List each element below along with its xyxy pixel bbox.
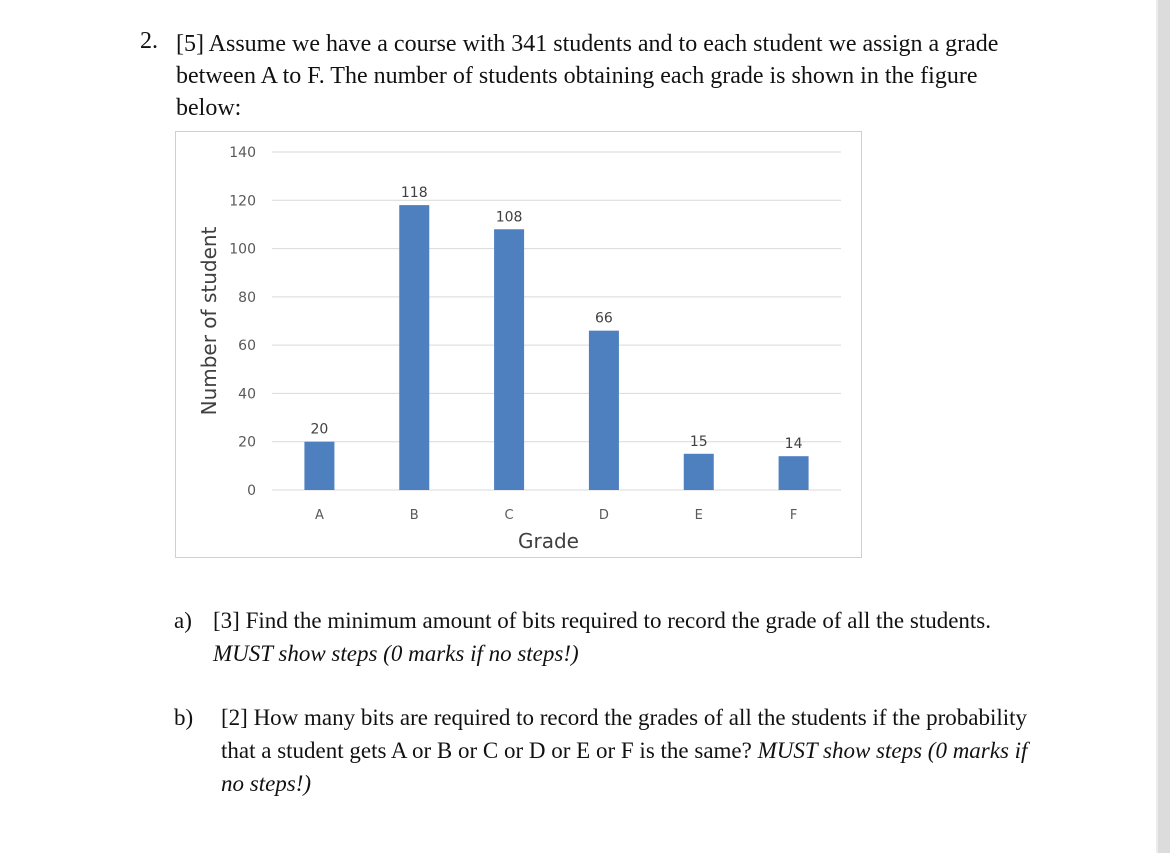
part-b-note: MUST show steps (0 marks if no steps!) [221, 738, 1028, 796]
part-a-text [213, 604, 1043, 670]
x-tick-label: B [409, 508, 419, 523]
part-a-label: a) [174, 608, 192, 633]
scrollbar-track[interactable] [1158, 0, 1170, 853]
bar-b [399, 205, 429, 490]
bar-a [304, 442, 334, 490]
part-a-note: MUST show steps (0 marks if no steps!) [213, 641, 579, 666]
x-tick-label: D [598, 508, 609, 523]
bar-c [494, 229, 524, 490]
y-tick-label: 60 [238, 338, 256, 355]
part-b-text [221, 701, 1051, 800]
part-b-label: b) [174, 705, 194, 730]
y-tick-label: 80 [238, 289, 256, 306]
chart-svg [176, 132, 861, 557]
x-tick-label: C [504, 508, 514, 523]
bar-d [589, 331, 619, 490]
y-axis-title: Number of student [197, 226, 221, 416]
data-label: 20 [310, 421, 329, 438]
grade-bar-chart [175, 131, 862, 558]
question-text: [5] Assume we have a course with 341 students and to each student we assign a grade between A to F. The number of students obtaining each grade is shown in the figure below: [176, 31, 999, 121]
y-tick-label: 140 [229, 145, 256, 161]
y-tick-label: 120 [229, 193, 256, 210]
data-label: 14 [784, 436, 803, 453]
y-tick-label: 20 [238, 434, 256, 451]
x-tick-label: E [694, 508, 703, 523]
bar-e [684, 454, 714, 490]
bar-f [779, 456, 809, 490]
data-label: 108 [495, 209, 523, 226]
x-tick-label: A [314, 508, 324, 523]
data-label: 66 [595, 310, 613, 327]
part-b-question: [2] How many bits are required to record the grades of all the students if the probability that a student gets A or B or C or D or E or F is the same? [221, 705, 1028, 763]
y-tick-label: 100 [229, 241, 256, 258]
y-tick-label: 0 [247, 483, 256, 499]
x-tick-label: F [789, 508, 798, 523]
data-label: 118 [400, 185, 428, 202]
data-label: 15 [689, 433, 708, 450]
part-a-question: [3] Find the minimum amount of bits required to record the grade of all the students. [213, 608, 991, 633]
question-number: 2. [140, 28, 158, 54]
x-axis-title: Grade [518, 529, 579, 553]
y-tick-label: 40 [238, 386, 256, 403]
